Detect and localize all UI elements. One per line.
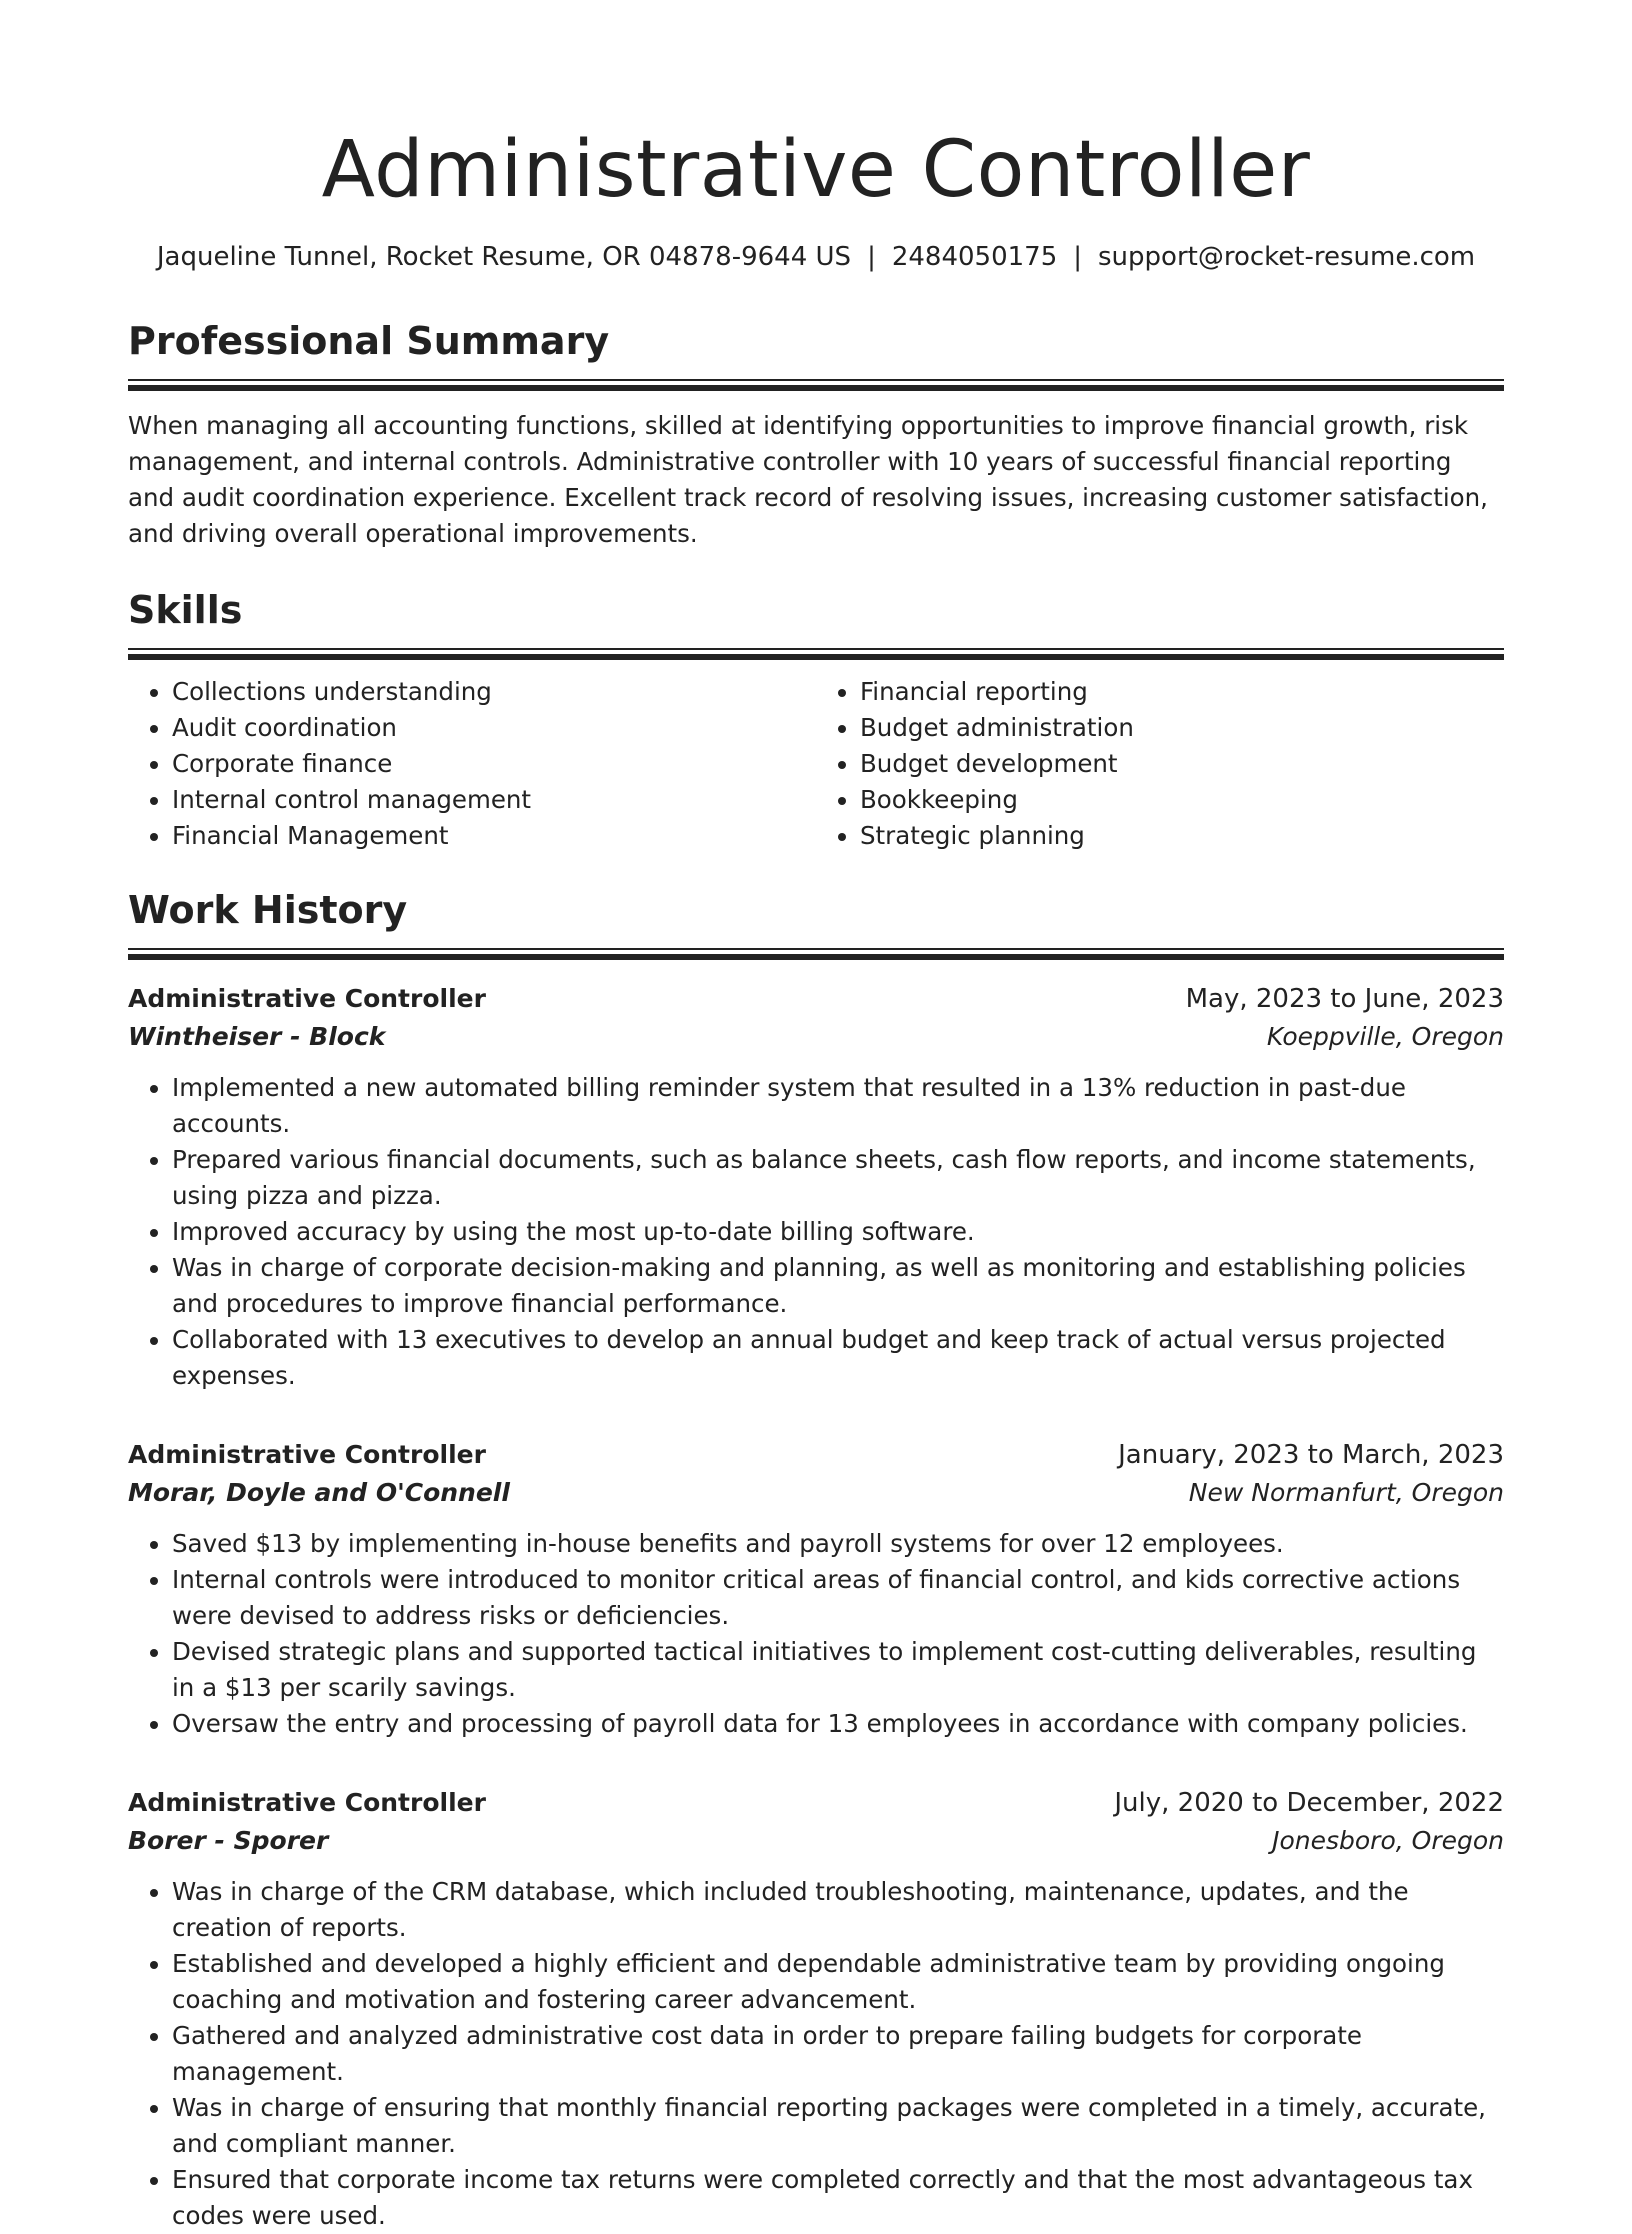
job-bullet: • Oversaw the entry and processing of payroll data for 13 employees in accordance with company policies. (172, 1706, 1504, 1742)
job-bullet: • Collaborated with 13 executives to develop an annual budget and keep track of actual versus projected expenses. (172, 1322, 1504, 1394)
contact-separator: | (1073, 242, 1083, 272)
job-header-row (128, 1784, 1504, 1822)
skill-item: • Budget development (860, 746, 1504, 782)
job-bullet: • Improved accuracy by using the most up-to-date billing software. (172, 1214, 1504, 1250)
section-divider (128, 379, 1504, 391)
job-entry (128, 1784, 1504, 2234)
skill-item: • Strategic planning (860, 818, 1504, 854)
job-title: Administrative Controller (128, 1788, 486, 1817)
job-bullet: • Ensured that corporate income tax returns were completed correctly and that the most advantageous tax codes were used. (172, 2162, 1504, 2234)
job-company-row (128, 1018, 1504, 1056)
skills-list-left (128, 674, 816, 854)
skills-section (128, 584, 1504, 854)
job-bullet: • Was in charge of corporate decision-making and planning, as well as monitoring and establishing policies and procedures to improve financial performance. (172, 1250, 1504, 1322)
contact-separator: | (867, 242, 876, 272)
job-bullet: • Internal controls were introduced to monitor critical areas of financial control, and kids corrective actions were devised to address risks or deficiencies. (172, 1562, 1504, 1634)
job-header-row (128, 1436, 1504, 1474)
job-bullet: • Prepared various financial documents, such as balance sheets, cash flow reports, and income statements, using pizza and pizza. (172, 1142, 1504, 1214)
job-bullet: • Implemented a new automated billing reminder system that resulted in a 13% reduction in past-due accounts. (172, 1070, 1504, 1142)
job-bullet: • Saved $13 by implementing in-house benefits and payroll systems for over 12 employees. (172, 1526, 1504, 1562)
contact-address: Jaqueline Tunnel, Rocket Resume, OR 04878-9644 US (156, 242, 852, 272)
job-company: Borer - Sporer (128, 1826, 329, 1855)
job-location: Jonesboro, Oregon (1272, 1826, 1504, 1855)
job-header-row (128, 980, 1504, 1018)
page-title: Administrative Controller (321, 125, 1311, 215)
job-location: New Normanfurt, Oregon (1188, 1478, 1504, 1507)
job-title: Administrative Controller (128, 1440, 486, 1469)
work-history-section (128, 884, 1504, 2234)
job-bullet: • Was in charge of ensuring that monthly financial reporting packages were completed in a timely, accurate, and compliant manner. (172, 2090, 1504, 2162)
job-bullet: • Gathered and analyzed administrative cost data in order to prepare failing budgets for corporate management. (172, 2018, 1504, 2090)
job-bullet: • Was in charge of the CRM database, which included troubleshooting, maintenance, updates, and the creation of reports. (172, 1874, 1504, 1946)
work-history-heading: Work History (128, 888, 408, 932)
job-location: Koeppville, Oregon (1266, 1022, 1504, 1051)
job-company-row (128, 1822, 1504, 1860)
job-dates: July, 2020 to December, 2022 (1114, 1788, 1504, 1818)
skill-item: • Collections understanding (172, 674, 816, 710)
skill-item: • Budget administration (860, 710, 1504, 746)
job-entry (128, 980, 1504, 1394)
summary-section (128, 315, 1504, 552)
skills-heading: Skills (128, 588, 243, 632)
job-company-row (128, 1474, 1504, 1512)
job-bullets (128, 1874, 1504, 2234)
job-dates: January, 2023 to March, 2023 (1118, 1440, 1504, 1470)
job-bullet: • Established and developed a highly efficient and dependable administrative team by providing ongoing coaching and motivation and fostering career advancement. (172, 1946, 1504, 2018)
job-entry (128, 1436, 1504, 1742)
job-company: Morar, Doyle and O'Connell (128, 1478, 510, 1507)
job-bullet: • Devised strategic plans and supported tactical initiatives to implement cost-cutting deliverables, resulting in a $13 per scarily savings. (172, 1634, 1504, 1706)
skill-item: • Financial Management (172, 818, 816, 854)
section-divider (128, 648, 1504, 660)
job-bullets (128, 1526, 1504, 1742)
skills-list-right (816, 674, 1504, 854)
contact-email: support@rocket-resume.com (1098, 242, 1476, 272)
section-divider (128, 948, 1504, 960)
skill-item: • Bookkeeping (860, 782, 1504, 818)
job-title: Administrative Controller (128, 984, 486, 1013)
contact-phone: 2484050175 (891, 242, 1058, 272)
skill-item: • Financial reporting (860, 674, 1504, 710)
job-dates: May, 2023 to June, 2023 (1185, 984, 1504, 1014)
skills-grid (128, 674, 1504, 854)
skill-item: • Internal control management (172, 782, 816, 818)
skill-item: • Corporate finance (172, 746, 816, 782)
job-company: Wintheiser - Block (128, 1022, 386, 1051)
skill-item: • Audit coordination (172, 710, 816, 746)
summary-text: When managing all accounting functions, skilled at identifying opportunities to improve financial growth, risk management, and internal controls. Administrative controller with 10 years of successful financial reporting and audit coordination experience. Excellent track record of resolving issues, increasing customer satisfaction, and driving overall operational improvements. (128, 411, 1488, 548)
contact-line (128, 237, 1504, 277)
job-bullets (128, 1070, 1504, 1394)
summary-heading: Professional Summary (128, 319, 610, 363)
